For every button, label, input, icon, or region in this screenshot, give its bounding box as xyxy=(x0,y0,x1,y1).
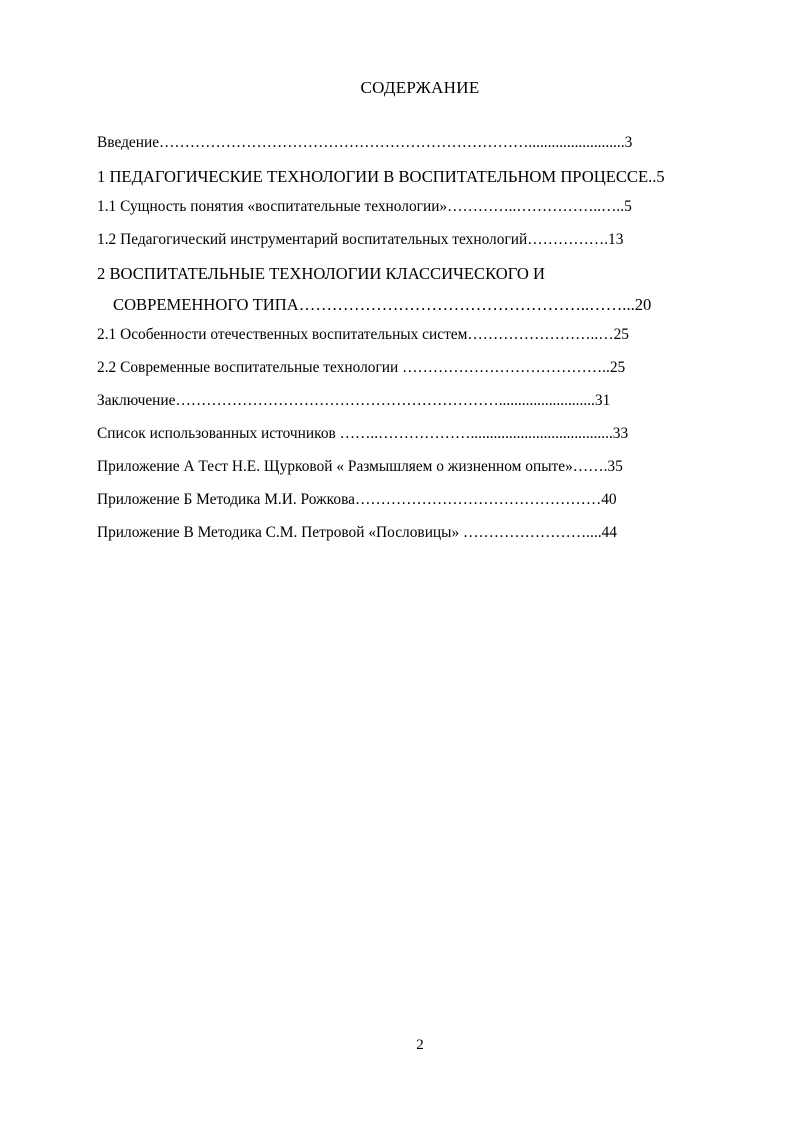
toc-entry-section-1-2 xyxy=(97,228,743,261)
toc-entry-section-2-1 xyxy=(97,323,743,356)
page-number: 2 xyxy=(416,1037,424,1053)
toc-entry-text: СОВРЕМЕННОГО ТИПА……………………………………………..……...20 xyxy=(113,295,652,314)
toc-entry-text: 1.1 Сущность понятия «воспитательные технологии»…………..……………..…..5 xyxy=(97,198,632,215)
toc-entry-text: 1.2 Педагогический инструментарий воспитательных технологий…………….13 xyxy=(97,231,624,248)
toc-entry-appendix-v xyxy=(97,521,743,554)
toc-entry-section-1-1 xyxy=(97,195,743,228)
toc-entry-text: Список использованных источников ……..……………….....................................33 xyxy=(97,425,629,442)
toc-entry-chapter-1 xyxy=(97,164,743,195)
toc-entry-text: Приложение А Тест Н.Е. Щурковой « Размышляем о жизненном опыте»…….35 xyxy=(97,458,623,475)
toc-entry-text: 2 ВОСПИТАТЕЛЬНЫЕ ТЕХНОЛОГИИ КЛАССИЧЕСКОГО И xyxy=(97,264,546,283)
table-of-contents xyxy=(97,131,743,554)
toc-entry-text: Заключение……………………………………………………….........................31 xyxy=(97,392,611,409)
toc-entry-chapter-2 xyxy=(97,261,743,292)
toc-entry-conclusion xyxy=(97,389,743,422)
toc-entry-introduction xyxy=(97,131,743,164)
toc-entry-appendix-a xyxy=(97,455,743,488)
toc-entry-text: Введение……………………………………………………………….........................3 xyxy=(97,134,633,151)
toc-entry-text: Приложение Б Методика М.И. Рожкова…………………………………………40 xyxy=(97,491,617,508)
toc-entry-references xyxy=(97,422,743,455)
page-title: СОДЕРЖАНИЕ xyxy=(360,78,480,97)
toc-entry-section-2-2 xyxy=(97,356,743,389)
toc-entry-text: 2.2 Современные воспитательные технологии …………………………………..25 xyxy=(97,359,626,376)
toc-entry-text: Приложение В Методика С.М. Петровой «Пословицы» ……………………....44 xyxy=(97,524,617,541)
toc-entry-chapter-2-continued xyxy=(97,292,743,323)
toc-entry-appendix-b xyxy=(97,488,743,521)
toc-entry-text: 1 ПЕДАГОГИЧЕСКИЕ ТЕХНОЛОГИИ В ВОСПИТАТЕЛЬНОМ ПРОЦЕССЕ..5 xyxy=(97,167,665,186)
toc-entry-text: 2.1 Особенности отечественных воспитательных систем……………………..…25 xyxy=(97,326,629,343)
